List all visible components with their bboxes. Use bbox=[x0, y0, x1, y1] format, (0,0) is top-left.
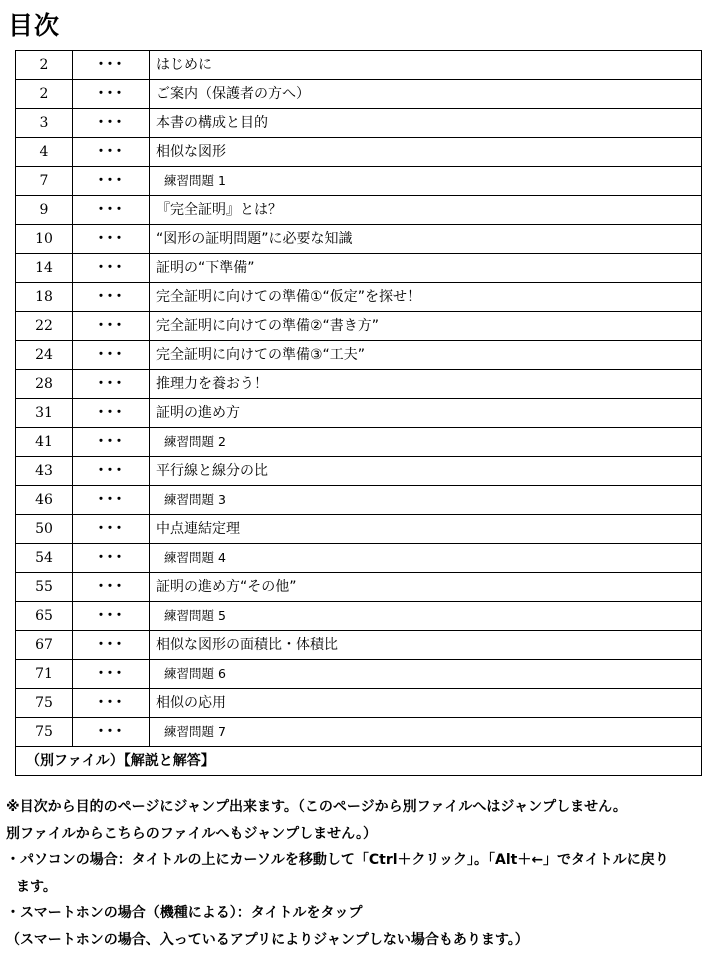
toc-leader-dots: ･･･ bbox=[73, 573, 150, 602]
toc-title-link[interactable]: 証明の進め方“その他” bbox=[150, 573, 702, 602]
page-title: 目次 bbox=[8, 6, 60, 46]
toc-exercise-link[interactable]: 練習問題 6 bbox=[150, 660, 702, 689]
toc-title-link[interactable]: 完全証明に向けての準備②“書き方” bbox=[150, 312, 702, 341]
toc-title-link[interactable]: “図形の証明問題”に必要な知識 bbox=[150, 225, 702, 254]
toc-leader-dots: ･･･ bbox=[73, 196, 150, 225]
toc-page-number: 55 bbox=[16, 573, 73, 602]
toc-page-number: 75 bbox=[16, 689, 73, 718]
toc-leader-dots: ･･･ bbox=[73, 689, 150, 718]
toc-exercise-link[interactable]: 練習問題 7 bbox=[150, 718, 702, 747]
toc-leader-dots: ･･･ bbox=[73, 138, 150, 167]
toc-table bbox=[15, 50, 702, 776]
toc-row[interactable] bbox=[16, 370, 702, 399]
toc-page-number: 50 bbox=[16, 515, 73, 544]
toc-page-number: 24 bbox=[16, 341, 73, 370]
toc-leader-dots: ･･･ bbox=[73, 283, 150, 312]
toc-leader-dots: ･･･ bbox=[73, 80, 150, 109]
toc-page-number: 28 bbox=[16, 370, 73, 399]
note-line: （スマートホンの場合、入っているアプリによりジャンプしない場合もあります。） bbox=[6, 927, 704, 953]
toc-exercise-link[interactable]: 練習問題 2 bbox=[150, 428, 702, 457]
toc-exercise-link[interactable]: 練習問題 1 bbox=[150, 167, 702, 196]
toc-exercise-link[interactable]: 練習問題 5 bbox=[150, 602, 702, 631]
note-line: ます。 bbox=[6, 874, 704, 901]
toc-row[interactable] bbox=[16, 254, 702, 283]
toc-row[interactable] bbox=[16, 283, 702, 312]
toc-row[interactable] bbox=[16, 515, 702, 544]
toc-title-link[interactable]: ご案内（保護者の方へ） bbox=[150, 80, 702, 109]
toc-leader-dots: ･･･ bbox=[73, 167, 150, 196]
toc-leader-dots: ･･･ bbox=[73, 718, 150, 747]
toc-leader-dots: ･･･ bbox=[73, 428, 150, 457]
toc-page-number: 43 bbox=[16, 457, 73, 486]
toc-exercise-link[interactable]: 練習問題 4 bbox=[150, 544, 702, 573]
toc-title-link[interactable]: 『完全証明』とは？ bbox=[150, 196, 702, 225]
toc-title-link[interactable]: 完全証明に向けての準備③“工夫” bbox=[150, 341, 702, 370]
toc-title-link[interactable]: はじめに bbox=[150, 51, 702, 80]
toc-page-number: 71 bbox=[16, 660, 73, 689]
toc-leader-dots: ･･･ bbox=[73, 370, 150, 399]
toc-row[interactable] bbox=[16, 138, 702, 167]
note-line: ※目次から目的のページにジャンプ出来ます。（このページから別ファイルへはジャンプしません。 bbox=[6, 794, 704, 821]
toc-page-number: 2 bbox=[16, 80, 73, 109]
toc-title-link[interactable]: 平行線と線分の比 bbox=[150, 457, 702, 486]
toc-leader-dots: ･･･ bbox=[73, 486, 150, 515]
toc-page-number: 31 bbox=[16, 399, 73, 428]
toc-row[interactable] bbox=[16, 225, 702, 254]
toc-title-link[interactable]: 完全証明に向けての準備①“仮定”を探せ！ bbox=[150, 283, 702, 312]
toc-leader-dots: ･･･ bbox=[73, 312, 150, 341]
toc-page-number: 46 bbox=[16, 486, 73, 515]
toc-leader-dots: ･･･ bbox=[73, 51, 150, 80]
note-line: 別ファイルからこちらのファイルへもジャンプしません。） bbox=[6, 821, 704, 848]
toc-page-number: 9 bbox=[16, 196, 73, 225]
toc-leader-dots: ･･･ bbox=[73, 631, 150, 660]
toc-page-number: 14 bbox=[16, 254, 73, 283]
toc-title-link[interactable]: 相似な図形 bbox=[150, 138, 702, 167]
toc-exercise-link[interactable]: 練習問題 3 bbox=[150, 486, 702, 515]
toc-row[interactable] bbox=[16, 109, 702, 138]
toc-row[interactable] bbox=[16, 486, 702, 515]
toc-row[interactable] bbox=[16, 196, 702, 225]
toc-leader-dots: ･･･ bbox=[73, 341, 150, 370]
toc-page-number: 3 bbox=[16, 109, 73, 138]
toc-row[interactable] bbox=[16, 80, 702, 109]
toc-row[interactable] bbox=[16, 573, 702, 602]
toc-body bbox=[16, 51, 702, 747]
toc-row[interactable] bbox=[16, 457, 702, 486]
toc-title-link[interactable]: 証明の“下準備” bbox=[150, 254, 702, 283]
toc-page-number: 10 bbox=[16, 225, 73, 254]
toc-title-link[interactable]: 相似な図形の面積比・体積比 bbox=[150, 631, 702, 660]
toc-row[interactable] bbox=[16, 399, 702, 428]
toc-page-number: 67 bbox=[16, 631, 73, 660]
toc-leader-dots: ･･･ bbox=[73, 602, 150, 631]
toc-row[interactable] bbox=[16, 341, 702, 370]
toc-title-link[interactable]: 相似の応用 bbox=[150, 689, 702, 718]
toc-row[interactable] bbox=[16, 689, 702, 718]
usage-notes bbox=[6, 794, 704, 953]
toc-page-number: 75 bbox=[16, 718, 73, 747]
toc-leader-dots: ･･･ bbox=[73, 544, 150, 573]
toc-page-number: 18 bbox=[16, 283, 73, 312]
separate-file-link[interactable]: （別ファイル）【解説と解答】 bbox=[16, 747, 702, 776]
toc-leader-dots: ･･･ bbox=[73, 109, 150, 138]
toc-page-number: 54 bbox=[16, 544, 73, 573]
toc-page-number: 7 bbox=[16, 167, 73, 196]
toc-row[interactable] bbox=[16, 312, 702, 341]
toc-row[interactable] bbox=[16, 602, 702, 631]
toc-row[interactable] bbox=[16, 660, 702, 689]
toc-leader-dots: ･･･ bbox=[73, 457, 150, 486]
toc-page-number: 65 bbox=[16, 602, 73, 631]
toc-title-link[interactable]: 推理力を養おう！ bbox=[150, 370, 702, 399]
toc-leader-dots: ･･･ bbox=[73, 254, 150, 283]
toc-leader-dots: ･･･ bbox=[73, 399, 150, 428]
separate-file-row[interactable] bbox=[16, 747, 702, 776]
toc-row[interactable] bbox=[16, 167, 702, 196]
toc-row[interactable] bbox=[16, 631, 702, 660]
toc-row[interactable] bbox=[16, 544, 702, 573]
note-line: ・パソコンの場合：タイトルの上にカーソルを移動して「Ctrl＋クリック」。「Alt＋←」でタイトルに戻り bbox=[6, 847, 704, 874]
toc-title-link[interactable]: 中点連結定理 bbox=[150, 515, 702, 544]
toc-page-number: 22 bbox=[16, 312, 73, 341]
toc-row[interactable] bbox=[16, 51, 702, 80]
toc-leader-dots: ･･･ bbox=[73, 660, 150, 689]
toc-page-number: 2 bbox=[16, 51, 73, 80]
toc-title-link[interactable]: 本書の構成と目的 bbox=[150, 109, 702, 138]
toc-title-link[interactable]: 証明の進め方 bbox=[150, 399, 702, 428]
toc-row[interactable] bbox=[16, 428, 702, 457]
toc-row[interactable] bbox=[16, 718, 702, 747]
note-line: ・スマートホンの場合（機種による）：タイトルをタップ bbox=[6, 900, 704, 927]
toc-page-number: 41 bbox=[16, 428, 73, 457]
toc-page-number: 4 bbox=[16, 138, 73, 167]
toc-leader-dots: ･･･ bbox=[73, 225, 150, 254]
toc-leader-dots: ･･･ bbox=[73, 515, 150, 544]
